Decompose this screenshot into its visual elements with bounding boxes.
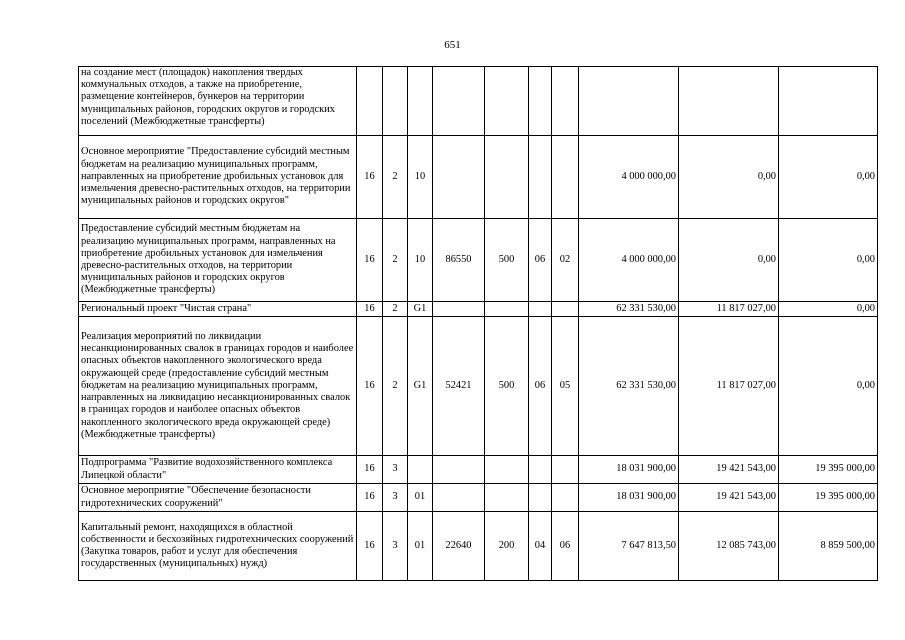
code-cell: 16 [357,302,383,317]
code-cell: 10 [408,219,433,302]
table-row [79,484,878,512]
table-row [79,456,878,484]
row-name: Основное мероприятие "Обеспечение безопасности гидротехнических сооружений" [79,484,357,512]
amount-cell: 11 817 027,00 [679,302,779,317]
code-cell [529,484,552,512]
code-cell [433,302,485,317]
amount-cell: 0,00 [779,136,878,219]
code-cell: 16 [357,219,383,302]
code-cell [529,67,552,136]
code-cell: 01 [408,484,433,512]
code-cell: 2 [383,302,408,317]
code-cell: 10 [408,136,433,219]
amount-cell: 0,00 [779,302,878,317]
amount-cell: 19 395 000,00 [779,484,878,512]
amount-cell: 8 859 500,00 [779,512,878,581]
code-cell [552,302,579,317]
row-name: Региональный проект "Чистая страна" [79,302,357,317]
amount-cell: 19 421 543,00 [679,484,779,512]
amount-cell: 0,00 [679,136,779,219]
row-name: Реализация мероприятий по ликвидации несанкционированных свалок в границах городов и наиболее опасных объектов накопленного экологического вреда окружающей среде (предоставление субсидий местным бюджетам на реализацию муниципальных программ, направленных на ликвидацию несанкционированных свалок в границах городов и наиболее опасных объектов накопленного экологического вреда окружающей среде) (Межбюджетные трансферты) [79,317,357,456]
code-cell: 04 [529,512,552,581]
code-cell [552,67,579,136]
code-cell [408,456,433,484]
code-cell [433,136,485,219]
table-row [79,219,878,302]
table-row [79,512,878,581]
code-cell: 2 [383,219,408,302]
code-cell: 06 [529,219,552,302]
code-cell [552,484,579,512]
code-cell [552,456,579,484]
code-cell: 22640 [433,512,485,581]
code-cell: 500 [485,317,529,456]
amount-cell [579,67,679,136]
code-cell: 16 [357,136,383,219]
table-row [79,317,878,456]
code-cell: 3 [383,484,408,512]
amount-cell: 0,00 [779,219,878,302]
code-cell [383,67,408,136]
code-cell: 16 [357,484,383,512]
code-cell: 16 [357,456,383,484]
code-cell: 16 [357,512,383,581]
code-cell: 3 [383,512,408,581]
code-cell: 06 [552,512,579,581]
row-name: Подпрограмма "Развитие водохозяйственного комплекса Липецкой области" [79,456,357,484]
row-name: Основное мероприятие "Предоставление субсидий местным бюджетам на реализацию муниципальных программ, направленных на приобретение дробильных установок для измельчения древесно-растительных отходов, на территории муниципальных районов и городских округов" [79,136,357,219]
amount-cell: 18 031 900,00 [579,484,679,512]
code-cell [529,302,552,317]
code-cell [433,484,485,512]
code-cell [433,456,485,484]
code-cell: G1 [408,317,433,456]
amount-cell: 7 647 813,50 [579,512,679,581]
code-cell: 2 [383,317,408,456]
code-cell: 01 [408,512,433,581]
code-cell [552,136,579,219]
code-cell: 16 [357,317,383,456]
table-row [79,67,878,136]
page-number: 651 [444,39,461,51]
code-cell: 500 [485,219,529,302]
amount-cell: 62 331 530,00 [579,302,679,317]
code-cell [485,456,529,484]
amount-cell: 11 817 027,00 [679,317,779,456]
amount-cell [779,67,878,136]
row-name: Предоставление субсидий местным бюджетам на реализацию муниципальных программ, направленных на приобретение дробильных установок для измельчения древесно-растительных отходов, на территории муниципальных районов и городских округов (Межбюджетные трансферты) [79,219,357,302]
code-cell: 05 [552,317,579,456]
amount-cell: 62 331 530,00 [579,317,679,456]
code-cell [433,67,485,136]
code-cell [485,302,529,317]
code-cell [529,136,552,219]
code-cell: 200 [485,512,529,581]
amount-cell: 19 421 543,00 [679,456,779,484]
code-cell: 86550 [433,219,485,302]
code-cell: G1 [408,302,433,317]
code-cell [408,67,433,136]
code-cell: 52421 [433,317,485,456]
amount-cell: 19 395 000,00 [779,456,878,484]
row-name: Капитальный ремонт, находящихся в областной собственности и бесхозяйных гидротехнических сооружений (Закупка товаров, работ и услуг для обеспечения государственных (муниципальных) нужд) [79,512,357,581]
code-cell [357,67,383,136]
code-cell: 02 [552,219,579,302]
amount-cell: 0,00 [779,317,878,456]
row-name: на создание мест (площадок) накопления твердых коммунальных отходов, а также на приобретение, размещение контейнеров, бункеров на территории муниципальных районов, городских округов и городских поселений (Межбюджетные трансферты) [79,67,357,136]
code-cell: 2 [383,136,408,219]
amount-cell: 0,00 [679,219,779,302]
amount-cell [679,67,779,136]
amount-cell: 4 000 000,00 [579,136,679,219]
code-cell: 3 [383,456,408,484]
table-row [79,302,878,317]
code-cell [529,456,552,484]
code-cell: 06 [529,317,552,456]
table-row [79,136,878,219]
budget-table [78,66,878,581]
code-cell [485,136,529,219]
amount-cell: 18 031 900,00 [579,456,679,484]
code-cell [485,67,529,136]
amount-cell: 12 085 743,00 [679,512,779,581]
code-cell [485,484,529,512]
amount-cell: 4 000 000,00 [579,219,679,302]
